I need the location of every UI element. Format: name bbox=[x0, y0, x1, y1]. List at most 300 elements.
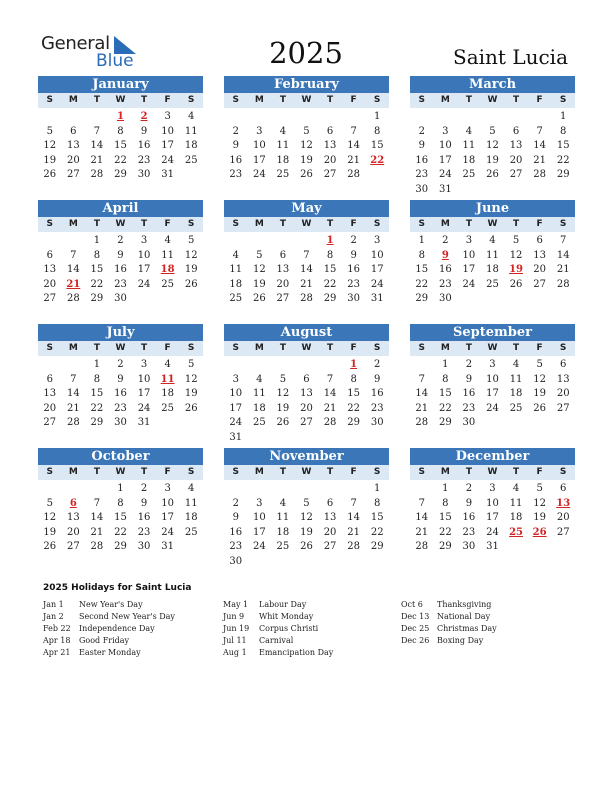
day-cell: 24 bbox=[370, 278, 384, 290]
holiday-row bbox=[43, 623, 175, 635]
day-cell: 24 bbox=[161, 154, 174, 166]
day-cell: 5 bbox=[188, 359, 195, 370]
day-cell: 9 bbox=[418, 140, 425, 151]
day-cell: 21 bbox=[90, 526, 104, 538]
day-cell: 6 bbox=[279, 249, 287, 261]
day-cell: 26 bbox=[486, 169, 499, 180]
month-august bbox=[224, 324, 389, 443]
day-cell: 14 bbox=[66, 264, 80, 275]
weekday-label: T bbox=[279, 219, 286, 229]
day-cell: 15 bbox=[438, 512, 452, 523]
holiday-date: Jan 2 bbox=[43, 612, 64, 621]
logo-general-text: General bbox=[41, 33, 110, 54]
holiday-date: Dec 26 bbox=[401, 636, 430, 645]
weekday-label: F bbox=[350, 219, 357, 229]
holiday-name: Corpus Christi bbox=[259, 624, 319, 633]
day-cell: 17 bbox=[161, 140, 174, 151]
day-cell: 1 bbox=[560, 111, 567, 122]
day-cell: 17 bbox=[462, 264, 476, 275]
day-cell: 20 bbox=[300, 402, 313, 414]
day-cell: 15 bbox=[114, 512, 127, 523]
day-cell: 4 bbox=[512, 359, 520, 370]
holiday-row bbox=[223, 599, 333, 611]
holiday-day-cell: 6 bbox=[69, 497, 77, 509]
day-cell: 12 bbox=[533, 497, 546, 509]
day-cell: 27 bbox=[43, 417, 57, 428]
holiday-day-cell: 21 bbox=[66, 278, 81, 290]
day-cell: 7 bbox=[350, 497, 357, 509]
weekday-label: F bbox=[536, 95, 543, 105]
day-cell: 3 bbox=[465, 235, 473, 246]
day-cell: 22 bbox=[323, 278, 337, 290]
day-cell: 22 bbox=[370, 526, 384, 538]
month-header: March bbox=[410, 76, 575, 93]
day-cell: 22 bbox=[347, 402, 360, 414]
month-header: October bbox=[38, 448, 203, 465]
day-cell: 29 bbox=[370, 541, 384, 552]
weekday-label: T bbox=[465, 467, 472, 477]
day-cell: 26 bbox=[184, 402, 198, 414]
weekday-header-row bbox=[224, 465, 389, 480]
day-cell: 22 bbox=[114, 154, 127, 166]
holiday-date: Apr 18 bbox=[43, 636, 71, 645]
day-cell: 18 bbox=[509, 512, 523, 523]
day-cell: 25 bbox=[229, 293, 243, 304]
day-cell: 21 bbox=[533, 154, 546, 166]
day-cell: 18 bbox=[229, 278, 243, 290]
weekday-label: T bbox=[140, 343, 148, 353]
day-cell: 10 bbox=[161, 497, 174, 509]
weekday-header-row bbox=[410, 93, 575, 108]
weekday-label: T bbox=[512, 219, 520, 229]
day-cell: 18 bbox=[184, 140, 198, 151]
day-cell: 21 bbox=[66, 402, 80, 414]
day-cell: 22 bbox=[90, 278, 104, 290]
weekday-label: T bbox=[93, 219, 100, 229]
holiday-day-cell: 2 bbox=[140, 111, 148, 122]
day-cell: 11 bbox=[184, 125, 198, 137]
weekday-label: W bbox=[301, 467, 312, 477]
day-cell: 6 bbox=[46, 249, 53, 261]
weekday-label: M bbox=[440, 343, 450, 353]
weekday-label: M bbox=[68, 95, 78, 105]
weekday-label: W bbox=[115, 343, 126, 353]
month-may bbox=[224, 200, 389, 304]
day-cell: 16 bbox=[137, 512, 151, 523]
day-cell: 5 bbox=[46, 497, 53, 509]
weekday-label: S bbox=[373, 467, 381, 477]
day-cell: 2 bbox=[140, 483, 148, 494]
day-cell: 16 bbox=[137, 140, 151, 151]
day-cell: 10 bbox=[438, 140, 452, 151]
weekday-label: F bbox=[350, 95, 357, 105]
day-cell: 29 bbox=[438, 541, 452, 552]
holiday-day-cell: 1 bbox=[326, 235, 334, 246]
holiday-date: Jun 9 bbox=[223, 612, 245, 621]
weekday-label: T bbox=[326, 219, 334, 229]
day-cell: 19 bbox=[43, 526, 57, 538]
day-cell: 14 bbox=[533, 140, 546, 151]
day-cell: 1 bbox=[374, 483, 381, 494]
day-cell: 28 bbox=[415, 417, 429, 428]
weekday-label: T bbox=[465, 95, 472, 105]
day-cell: 9 bbox=[465, 373, 473, 385]
day-cell: 12 bbox=[276, 388, 290, 399]
day-cell: 8 bbox=[374, 125, 381, 137]
month-header: September bbox=[410, 324, 575, 341]
day-cell: 17 bbox=[370, 264, 384, 275]
weekday-label: W bbox=[115, 95, 126, 105]
day-cell: 19 bbox=[300, 154, 313, 166]
day-cell: 19 bbox=[533, 512, 546, 523]
day-cell: 21 bbox=[323, 402, 337, 414]
holiday-day-cell: 22 bbox=[370, 154, 385, 166]
day-cell: 7 bbox=[536, 125, 543, 137]
day-cell: 8 bbox=[326, 249, 334, 261]
day-cell: 15 bbox=[90, 264, 104, 275]
weekday-label: W bbox=[487, 467, 498, 477]
day-cell: 30 bbox=[347, 293, 360, 304]
day-cell: 3 bbox=[140, 235, 148, 246]
day-cell: 13 bbox=[43, 388, 57, 399]
day-cell: 4 bbox=[279, 125, 287, 137]
holiday-row bbox=[401, 611, 497, 623]
day-cell: 13 bbox=[66, 140, 80, 151]
day-cell: 18 bbox=[276, 526, 290, 538]
day-cell: 6 bbox=[560, 483, 567, 494]
day-cell: 25 bbox=[276, 541, 290, 552]
day-cell: 1 bbox=[442, 359, 449, 370]
day-cell: 16 bbox=[347, 264, 360, 275]
day-cell: 23 bbox=[114, 402, 127, 414]
weekday-label: F bbox=[164, 219, 171, 229]
holiday-row bbox=[401, 623, 497, 635]
weekday-label: T bbox=[326, 95, 334, 105]
day-cell: 13 bbox=[276, 264, 290, 275]
day-cell: 3 bbox=[489, 359, 496, 370]
holiday-name: Thanksgiving bbox=[437, 600, 492, 609]
day-cell: 12 bbox=[184, 373, 198, 385]
holiday-date: Dec 25 bbox=[401, 624, 430, 633]
day-cell: 19 bbox=[184, 264, 198, 275]
day-cell: 10 bbox=[486, 497, 499, 509]
day-cell: 5 bbox=[303, 125, 310, 137]
day-cell: 27 bbox=[276, 293, 290, 304]
day-cell: 30 bbox=[114, 417, 127, 428]
day-cell: 29 bbox=[114, 541, 127, 552]
month-header: May bbox=[224, 200, 389, 217]
weekday-label: S bbox=[187, 95, 195, 105]
day-cell: 10 bbox=[137, 249, 151, 261]
weekday-label: S bbox=[559, 343, 567, 353]
weekday-label: F bbox=[164, 95, 171, 105]
day-cell: 17 bbox=[137, 264, 151, 275]
day-cell: 1 bbox=[374, 111, 381, 122]
day-cell: 24 bbox=[137, 402, 151, 414]
day-cell: 30 bbox=[229, 555, 243, 567]
weekday-label: W bbox=[301, 95, 312, 105]
day-cell: 29 bbox=[90, 293, 104, 304]
day-cell: 9 bbox=[232, 512, 239, 523]
month-july bbox=[38, 324, 203, 428]
weekday-header-row bbox=[38, 341, 203, 356]
day-cell: 2 bbox=[418, 125, 425, 137]
day-cell: 28 bbox=[90, 541, 104, 552]
day-cell: 2 bbox=[374, 359, 381, 370]
day-cell: 26 bbox=[276, 417, 290, 428]
weekday-label: S bbox=[559, 467, 567, 477]
day-cell: 10 bbox=[370, 249, 384, 261]
day-cell: 6 bbox=[512, 125, 520, 137]
day-cell: 21 bbox=[415, 526, 429, 538]
weekday-label: T bbox=[279, 343, 286, 353]
weekday-label: T bbox=[465, 343, 472, 353]
day-cell: 4 bbox=[188, 483, 195, 494]
weekday-label: S bbox=[187, 467, 195, 477]
day-cell: 6 bbox=[46, 373, 53, 385]
day-cell: 5 bbox=[279, 373, 287, 385]
weekday-label: S bbox=[373, 343, 381, 353]
day-cell: 31 bbox=[161, 169, 174, 180]
day-cell: 11 bbox=[509, 497, 523, 509]
day-cell: 16 bbox=[229, 526, 243, 538]
holiday-row bbox=[223, 623, 333, 635]
day-cell: 28 bbox=[556, 278, 570, 290]
holiday-date: Jun 19 bbox=[223, 624, 250, 633]
day-cell: 17 bbox=[229, 402, 243, 414]
holidays-title: 2025 Holidays for Saint Lucia bbox=[43, 583, 192, 593]
day-cell: 23 bbox=[415, 169, 429, 180]
day-cell: 7 bbox=[418, 373, 425, 385]
day-cell: 3 bbox=[232, 373, 239, 385]
weekday-header-row bbox=[224, 93, 389, 108]
day-cell: 23 bbox=[462, 402, 476, 414]
holiday-day-cell: 1 bbox=[350, 359, 358, 370]
day-cell: 23 bbox=[137, 526, 151, 538]
day-cell: 24 bbox=[438, 169, 452, 180]
holiday-name: Good Friday bbox=[79, 636, 130, 645]
day-cell: 9 bbox=[117, 373, 124, 385]
day-cell: 8 bbox=[374, 497, 381, 509]
day-cell: 21 bbox=[556, 264, 570, 275]
day-cell: 29 bbox=[556, 169, 570, 180]
day-cell: 13 bbox=[533, 249, 546, 261]
day-cell: 9 bbox=[140, 497, 148, 509]
day-cell: 23 bbox=[229, 169, 243, 180]
weekday-label: T bbox=[279, 467, 286, 477]
day-cell: 30 bbox=[137, 541, 151, 552]
day-cell: 6 bbox=[326, 125, 334, 137]
day-cell: 25 bbox=[184, 154, 198, 166]
weekday-label: F bbox=[536, 467, 543, 477]
day-cell: 29 bbox=[323, 293, 337, 304]
day-cell: 20 bbox=[66, 154, 80, 166]
day-cell: 18 bbox=[161, 388, 174, 399]
day-cell: 14 bbox=[323, 388, 337, 399]
weekday-label: T bbox=[140, 467, 148, 477]
day-cell: 16 bbox=[114, 264, 127, 275]
month-october bbox=[38, 448, 203, 552]
day-cell: 5 bbox=[46, 125, 53, 137]
day-cell: 10 bbox=[137, 373, 151, 385]
day-cell: 31 bbox=[137, 417, 151, 428]
day-cell: 17 bbox=[252, 526, 266, 538]
day-cell: 12 bbox=[184, 249, 198, 261]
holiday-date: Oct 6 bbox=[401, 600, 423, 609]
day-cell: 31 bbox=[438, 183, 452, 195]
weekday-label: T bbox=[326, 343, 334, 353]
weekday-label: W bbox=[487, 95, 498, 105]
holiday-name: Easter Monday bbox=[79, 648, 141, 657]
day-cell: 2 bbox=[117, 235, 124, 246]
day-cell: 30 bbox=[415, 183, 429, 195]
holiday-date: Feb 22 bbox=[43, 624, 71, 633]
day-cell: 28 bbox=[66, 293, 80, 304]
day-cell: 20 bbox=[323, 154, 337, 166]
day-cell: 21 bbox=[300, 278, 313, 290]
day-cell: 25 bbox=[276, 169, 290, 180]
day-cell: 14 bbox=[415, 512, 429, 523]
day-cell: 11 bbox=[229, 264, 243, 275]
day-cell: 27 bbox=[533, 278, 546, 290]
day-cell: 18 bbox=[486, 264, 499, 275]
day-cell: 27 bbox=[323, 541, 337, 552]
day-cell: 24 bbox=[486, 402, 499, 414]
day-cell: 26 bbox=[300, 169, 313, 180]
day-cell: 29 bbox=[415, 293, 429, 304]
day-cell: 22 bbox=[556, 154, 570, 166]
holiday-column bbox=[223, 599, 333, 659]
day-cell: 20 bbox=[43, 278, 57, 290]
day-cell: 9 bbox=[232, 140, 239, 151]
month-november bbox=[224, 448, 389, 567]
day-cell: 22 bbox=[438, 526, 452, 538]
day-cell: 24 bbox=[161, 526, 174, 538]
day-cell: 13 bbox=[300, 388, 313, 399]
holiday-row bbox=[43, 635, 175, 647]
holiday-name: Carnival bbox=[259, 636, 294, 645]
day-cell: 13 bbox=[43, 264, 57, 275]
month-march bbox=[410, 76, 575, 195]
day-cell: 10 bbox=[229, 388, 243, 399]
holiday-column bbox=[43, 599, 175, 659]
day-cell: 16 bbox=[462, 512, 476, 523]
day-cell: 2 bbox=[350, 235, 357, 246]
day-cell: 14 bbox=[90, 512, 104, 523]
month-header: January bbox=[38, 76, 203, 93]
weekday-label: M bbox=[68, 343, 78, 353]
day-cell: 15 bbox=[323, 264, 337, 275]
day-cell: 30 bbox=[114, 293, 127, 304]
month-september bbox=[410, 324, 575, 428]
holiday-name: Second New Year's Day bbox=[79, 612, 175, 621]
day-cell: 10 bbox=[462, 249, 476, 261]
day-cell: 24 bbox=[252, 169, 266, 180]
holiday-name: Independence Day bbox=[79, 624, 155, 633]
day-cell: 11 bbox=[462, 140, 476, 151]
weekday-header-row bbox=[224, 341, 389, 356]
month-header: June bbox=[410, 200, 575, 217]
weekday-label: T bbox=[140, 219, 148, 229]
day-cell: 1 bbox=[93, 359, 101, 370]
day-cell: 8 bbox=[442, 497, 449, 509]
day-cell: 10 bbox=[486, 373, 499, 385]
day-cell: 15 bbox=[114, 140, 127, 151]
day-cell: 16 bbox=[114, 388, 127, 399]
holiday-date: Apr 21 bbox=[43, 648, 71, 657]
day-cell: 15 bbox=[415, 264, 429, 275]
day-cell: 14 bbox=[347, 140, 360, 151]
weekday-label: F bbox=[350, 343, 357, 353]
day-cell: 1 bbox=[418, 235, 425, 246]
day-cell: 13 bbox=[323, 512, 337, 523]
day-cell: 23 bbox=[114, 278, 127, 290]
month-february bbox=[224, 76, 389, 180]
day-cell: 8 bbox=[93, 373, 101, 385]
weekday-label: F bbox=[164, 467, 171, 477]
month-header: February bbox=[224, 76, 389, 93]
day-cell: 19 bbox=[184, 388, 198, 399]
day-cell: 28 bbox=[347, 541, 360, 552]
holiday-name: Christmas Day bbox=[437, 624, 497, 633]
day-cell: 9 bbox=[374, 373, 381, 385]
day-cell: 8 bbox=[350, 373, 357, 385]
weekday-label: S bbox=[46, 343, 54, 353]
weekday-label: F bbox=[536, 343, 543, 353]
day-cell: 7 bbox=[70, 249, 77, 261]
weekday-header-row bbox=[38, 217, 203, 232]
month-header: July bbox=[38, 324, 203, 341]
day-cell: 28 bbox=[533, 169, 546, 180]
day-cell: 19 bbox=[252, 278, 266, 290]
weekday-label: S bbox=[418, 467, 426, 477]
day-cell: 11 bbox=[486, 249, 499, 261]
day-cell: 27 bbox=[509, 169, 523, 180]
day-cell: 13 bbox=[323, 140, 337, 151]
day-cell: 30 bbox=[370, 417, 384, 428]
day-cell: 27 bbox=[43, 293, 57, 304]
day-cell: 20 bbox=[323, 526, 337, 538]
day-cell: 27 bbox=[323, 169, 337, 180]
day-cell: 26 bbox=[252, 293, 266, 304]
day-cell: 23 bbox=[229, 541, 243, 552]
holiday-day-cell: 18 bbox=[160, 264, 175, 275]
day-cell: 12 bbox=[533, 373, 546, 385]
day-cell: 2 bbox=[232, 125, 239, 137]
day-cell: 23 bbox=[137, 154, 151, 166]
day-cell: 17 bbox=[137, 388, 151, 399]
holiday-row bbox=[223, 611, 333, 623]
day-cell: 23 bbox=[462, 526, 476, 538]
day-cell: 15 bbox=[90, 388, 104, 399]
day-cell: 28 bbox=[323, 417, 337, 428]
day-cell: 10 bbox=[161, 125, 174, 137]
day-cell: 7 bbox=[303, 249, 310, 261]
day-cell: 25 bbox=[161, 278, 174, 290]
day-cell: 23 bbox=[438, 278, 452, 290]
day-cell: 8 bbox=[418, 249, 425, 261]
day-cell: 21 bbox=[415, 402, 429, 414]
weekday-label: M bbox=[68, 219, 78, 229]
day-cell: 14 bbox=[347, 512, 360, 523]
country-name: Saint Lucia bbox=[453, 45, 568, 69]
holiday-row bbox=[223, 635, 333, 647]
month-june bbox=[410, 200, 575, 304]
weekday-label: M bbox=[440, 467, 450, 477]
day-cell: 8 bbox=[560, 125, 567, 137]
day-cell: 16 bbox=[370, 388, 384, 399]
day-cell: 19 bbox=[300, 526, 313, 538]
